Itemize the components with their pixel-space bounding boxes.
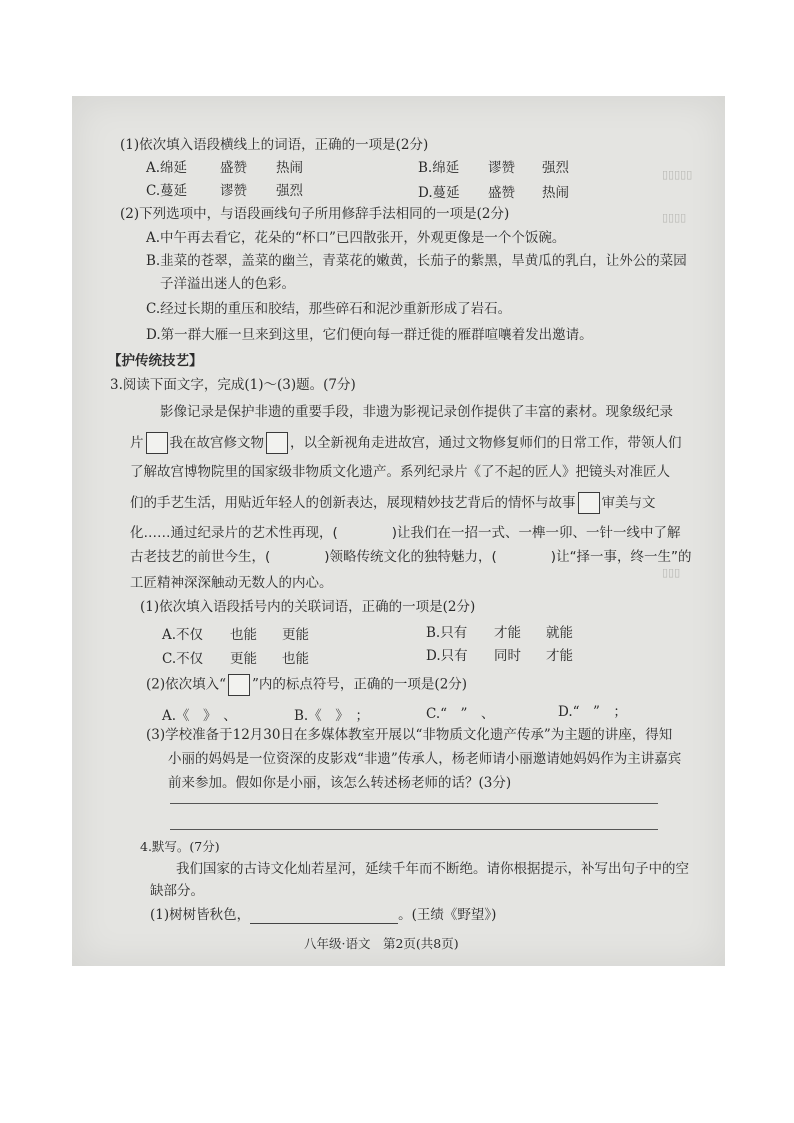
q3-sub1-option-a-word1: A.不仅 bbox=[162, 627, 204, 643]
q3-sub2-stem bbox=[146, 674, 467, 696]
q1-option-d-word3: 热闹 bbox=[542, 185, 569, 201]
q3-sub1-option-d-word2: 同时 bbox=[494, 648, 521, 664]
page-footer: 八年级·语文 第2页(共8页) bbox=[304, 936, 459, 951]
bleed-through-text: ▯▯▯ bbox=[662, 566, 681, 579]
q1-option-b-word2: 谬赞 bbox=[488, 160, 515, 176]
q4-sub1-text: (1)树树皆秋色， bbox=[150, 907, 251, 923]
punctuation-blank-box[interactable] bbox=[578, 492, 600, 514]
q1-option-b-word3: 强烈 bbox=[542, 160, 569, 176]
q3-passage-text: 片 bbox=[130, 435, 144, 451]
q3-sub2-option-d: D.“ ” ； bbox=[558, 704, 627, 720]
q4-intro-line2: 缺部分。 bbox=[150, 883, 204, 899]
q3-passage-text: 我在故宫修文物 bbox=[169, 435, 264, 451]
punctuation-blank-box[interactable] bbox=[228, 674, 250, 696]
q3-sub2-stem-text: ”内的标点符号，正确的一项是(2分) bbox=[252, 676, 468, 693]
q3-passage-text: ，以全新视角走进故宫，通过文物修复师们的日常工作，带领人们 bbox=[290, 435, 682, 451]
q3-passage-line3: 了解故宫博物院里的国家级非物质文化遗产。系列纪录片《了不起的匠人》把镜头对准匠人 bbox=[130, 464, 670, 480]
q3-passage-line5: 化……通过纪录片的艺术性再现，( )让我们在一招一式、一榫一卯、一针一线中了解 bbox=[130, 525, 681, 541]
q2-option-b-line1: B.韭菜的苍翠，盖菜的幽兰，青菜花的嫩黄，长茄子的紫黑，旱黄瓜的乳白，让外公的菜园 bbox=[146, 253, 687, 269]
q3-sub1-option-a-word3: 更能 bbox=[282, 627, 309, 643]
q1-option-a-word1: A.绵延 bbox=[146, 160, 188, 176]
q3-sub2-option-a: A.《 》 、 bbox=[162, 708, 237, 724]
q3-sub1-option-b-word3: 就能 bbox=[546, 625, 573, 641]
q3-sub1-option-c-word3: 也能 bbox=[282, 651, 309, 667]
answer-line[interactable] bbox=[170, 829, 658, 830]
q4-stem: 4.默写。(7分) bbox=[140, 839, 220, 854]
q1-option-a-word3: 热闹 bbox=[276, 160, 303, 176]
q2-option-b-line2: 子洋溢出迷人的色彩。 bbox=[160, 276, 295, 292]
q3-sub2-option-b: B.《 》 ； bbox=[294, 708, 369, 724]
q2-stem: (2)下列选项中，与语段画线句子所用修辞手法相同的一项是(2分) bbox=[120, 206, 510, 222]
q3-passage-text: 审美与文 bbox=[601, 495, 656, 511]
q3-passage-line4 bbox=[130, 492, 656, 514]
q3-sub1-option-d-word1: D.只有 bbox=[426, 648, 468, 664]
q3-passage-text: 们的手艺生活，用贴近年轻人的创新表达，展现精妙技艺背后的情怀与故事 bbox=[130, 495, 576, 511]
q1-option-d-word2: 盛赞 bbox=[488, 185, 515, 201]
q3-sub1-option-b-word1: B.只有 bbox=[426, 625, 468, 641]
q3-passage-line1: 影像记录是保护非遗的重要手段，非遗为影视记录创作提供了丰富的素材。现象级纪录 bbox=[160, 404, 673, 420]
q3-sub1-option-d-word3: 才能 bbox=[546, 648, 573, 664]
q3-passage-line7: 工匠精神深深触动无数人的内心。 bbox=[130, 575, 333, 591]
q3-stem: 3.阅读下面文字，完成(1)～(3)题。(7分) bbox=[110, 377, 356, 393]
q2-option-c: C.经过长期的重压和胶结，那些碎石和泥沙重新形成了岩石。 bbox=[146, 301, 512, 317]
q4-sub1 bbox=[150, 906, 496, 924]
q3-sub1-stem: (1)依次填入语段括号内的关联词语，正确的一项是(2分) bbox=[140, 599, 476, 615]
q2-option-d: D.第一群大雁一旦来到这里，它们便向每一群迁徙的雁群喧嚷着发出邀请。 bbox=[146, 327, 593, 343]
punctuation-blank-box[interactable] bbox=[266, 432, 288, 454]
q3-sub3-line2: 小丽的妈妈是一位资深的皮影戏“非遗”传承人，杨老师请小丽邀请她妈妈作为主讲嘉宾 bbox=[168, 751, 682, 767]
q2-option-a: A.中午再去看它，花朵的“杯口”已四散张开，外观更像是一个个饭碗。 bbox=[146, 230, 566, 246]
q4-sub1-source: 。(王绩《野望》) bbox=[398, 907, 497, 923]
q3-sub1-option-c-word1: C.不仅 bbox=[162, 651, 204, 667]
section-title: 【护传统技艺】 bbox=[108, 353, 203, 369]
q3-passage-line2 bbox=[130, 432, 682, 454]
q4-intro-line1: 我们国家的古诗文化灿若星河，延续千年而不断绝。请你根据提示，补写出句子中的空 bbox=[176, 861, 689, 877]
q1-option-c-word1: C.蔓延 bbox=[146, 183, 188, 199]
q1-option-a-word2: 盛赞 bbox=[220, 160, 247, 176]
q3-sub3-line1: (3)学校准备于12月30日在多媒体教室开展以“非物质文化遗产传承”为主题的讲座，得知 bbox=[146, 727, 673, 743]
bleed-through-text: ▯▯▯▯ bbox=[662, 211, 687, 224]
answer-line[interactable] bbox=[170, 803, 658, 804]
q1-stem: (1)依次填入语段横线上的词语，正确的一项是(2分) bbox=[120, 137, 429, 153]
q1-option-c-word3: 强烈 bbox=[276, 183, 303, 199]
q3-sub3-line3: 前来参加。假如你是小丽，该怎么转述杨老师的话？(3分) bbox=[168, 775, 512, 791]
q3-sub2-stem-text: (2)依次填入“ bbox=[146, 676, 227, 693]
exam-page bbox=[72, 96, 725, 966]
bleed-through-text: ▯▯▯▯▯ bbox=[662, 168, 693, 181]
fill-in-blank[interactable] bbox=[250, 909, 398, 924]
q1-option-d-word1: D.蔓延 bbox=[418, 185, 460, 201]
q3-sub1-option-b-word2: 才能 bbox=[494, 625, 521, 641]
q1-option-c-word2: 谬赞 bbox=[220, 183, 247, 199]
q3-sub1-option-a-word2: 也能 bbox=[230, 627, 257, 643]
q1-option-b-word1: B.绵延 bbox=[418, 160, 460, 176]
punctuation-blank-box[interactable] bbox=[146, 432, 168, 454]
q3-sub2-option-c: C.“ ” 、 bbox=[426, 706, 495, 722]
q3-sub1-option-c-word2: 更能 bbox=[230, 651, 257, 667]
q3-passage-line6: 古老技艺的前世今生，( )领略传统文化的独特魅力，( )让“择一事，终一生”的 bbox=[130, 549, 692, 565]
